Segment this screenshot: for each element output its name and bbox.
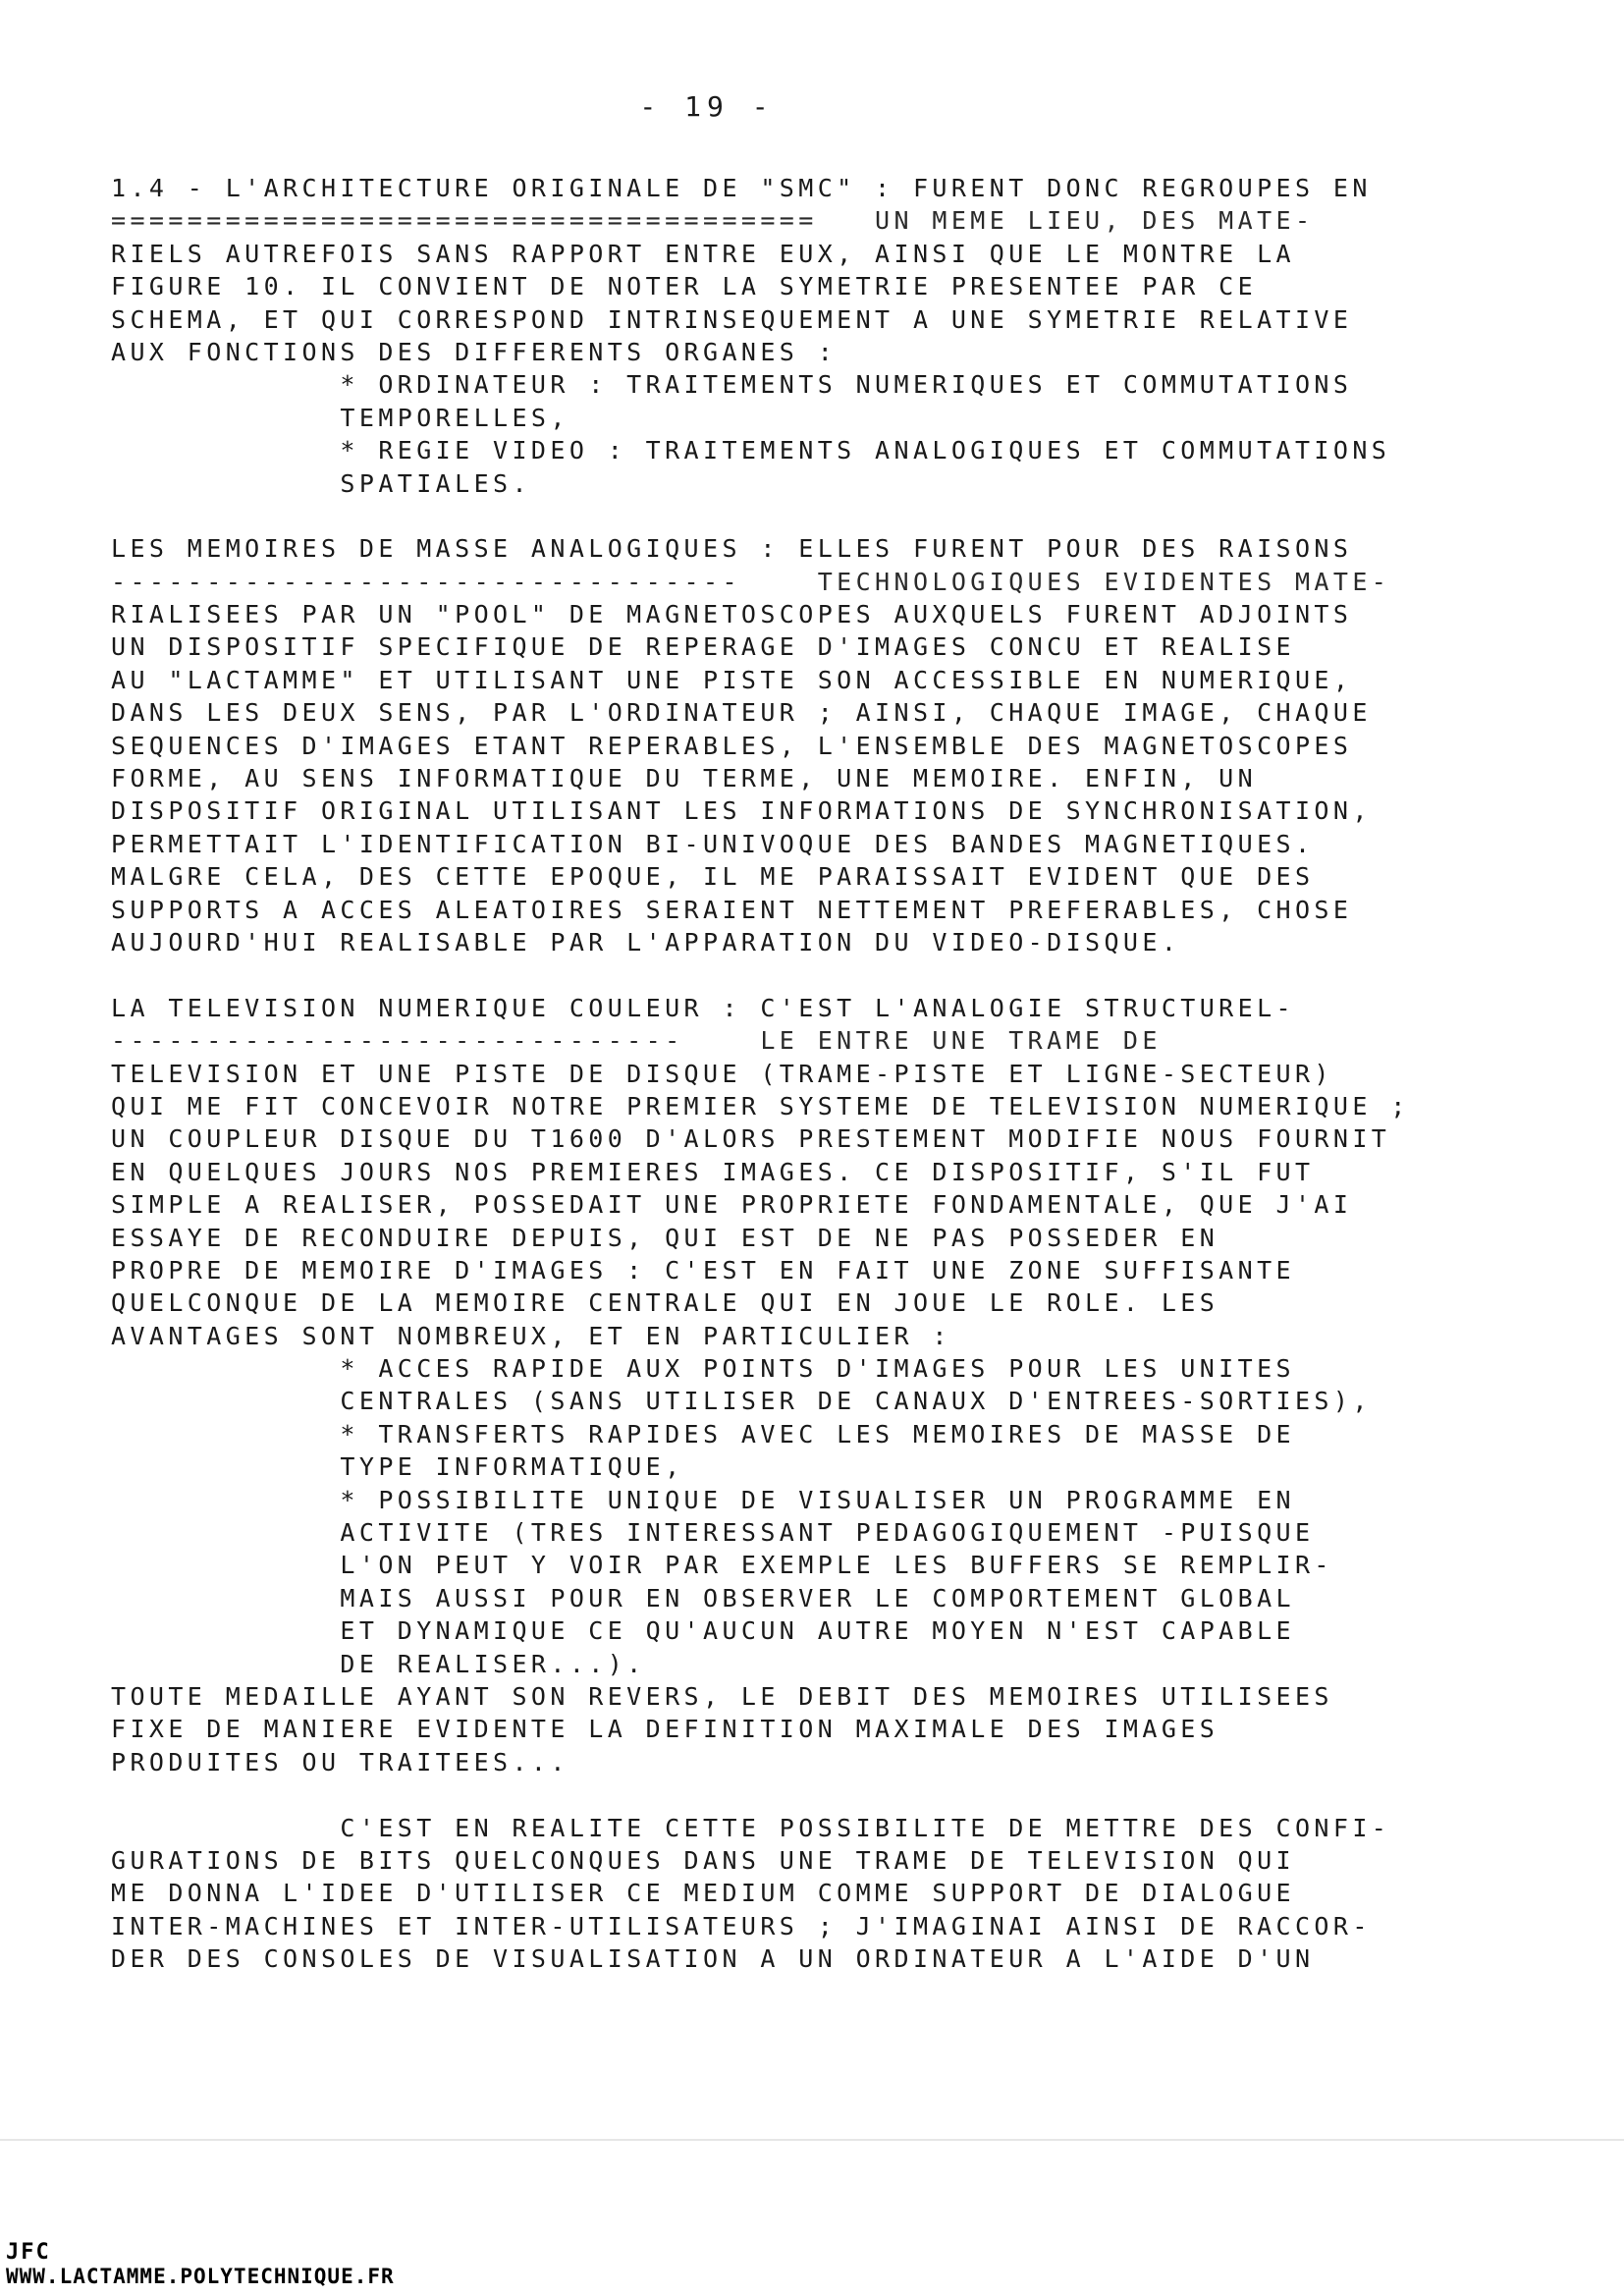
text-line: TOUTE MEDAILLE AYANT SON REVERS, LE DEBIT DES MEMOIRES UTILISEES [111,1681,1333,1711]
text-line: LES MEMOIRES DE MASSE ANALOGIQUES : ELLES FURENT POUR DES RAISONS [111,534,1353,564]
text-line: --------------------------------- TECHNOLOGIQUES EVIDENTES MATE- [111,567,1391,596]
text-line: * ACCES RAPIDE AUX POINTS D'IMAGES POUR LES UNITES [111,1354,1295,1384]
text-line: SPATIALES. [111,468,531,498]
text-line: TELEVISION ET UNE PISTE DE DISQUE (TRAME-PISTE ET LIGNE-SECTEUR) [111,1059,1333,1088]
text-line: AU "LACTAMME" ET UTILISANT UNE PISTE SON ACCESSIBLE EN NUMERIQUE, [111,665,1353,694]
text-line: TEMPORELLES, [111,403,569,432]
text-line: DANS LES DEUX SENS, PAR L'ORDINATEUR ; AINSI, CHAQUE IMAGE, CHAQUE [111,698,1372,728]
text-line: UN COUPLEUR DISQUE DU T1600 D'ALORS PRESTEMENT MODIFIE NOUS FOURNIT [111,1124,1391,1154]
text-line: 1.4 - L'ARCHITECTURE ORIGINALE DE "SMC" : FURENT DONC REGROUPES EN [111,174,1372,202]
text-line: SIMPLE A REALISER, POSSEDAIT UNE PROPRIETE FONDAMENTALE, QUE J'AI [111,1190,1353,1220]
text-line: * TRANSFERTS RAPIDES AVEC LES MEMOIRES DE MASSE DE [111,1419,1295,1449]
page-number: - 19 - [639,90,775,123]
text-line: SEQUENCES D'IMAGES ETANT REPERABLES, L'ENSEMBLE DES MAGNETOSCOPES [111,731,1353,760]
blank-line [111,958,1486,991]
text-line: GURATIONS DE BITS QUELCONQUES DANS UNE TRAME DE TELEVISION QUI [111,1845,1295,1875]
text-line: ME DONNA L'IDEE D'UTILISER CE MEDIUM COMME SUPPORT DE DIALOGUE [111,1879,1295,1908]
text-line: UN DISPOSITIF SPECIFIQUE DE REPERAGE D'IMAGES CONCU ET REALISE [111,632,1295,662]
text-line: * ORDINATEUR : TRAITEMENTS NUMERIQUES ET COMMUTATIONS [111,370,1353,400]
text-line: ------------------------------ LE ENTRE UNE TRAME DE [111,1026,1162,1056]
footer-divider [0,2139,1624,2141]
text-line: DER DES CONSOLES DE VISUALISATION A UN ORDINATEUR A L'AIDE D'UN [111,1944,1315,1974]
text-line: QUELCONQUE DE LA MEMOIRE CENTRALE QUI EN JOUE LE ROLE. LES [111,1288,1219,1318]
text-line: EN QUELQUES JOURS NOS PREMIERES IMAGES. CE DISPOSITIF, S'IL FUT [111,1157,1315,1186]
text-line: AUJOURD'HUI REALISABLE PAR L'APPARATION DU VIDEO-DISQUE. [111,927,1181,957]
footer-url[interactable]: WWW.LACTAMME.POLYTECHNIQUE.FR [6,2265,395,2288]
text-line: * POSSIBILITE UNIQUE DE VISUALISER UN PROGRAMME EN [111,1485,1295,1514]
text-line: SCHEMA, ET QUI CORRESPOND INTRINSEQUEMENT A UNE SYMETRIE RELATIVE [111,304,1353,334]
text-line: RIALISEES PAR UN "POOL" DE MAGNETOSCOPES AUXQUELS FURENT ADJOINTS [111,600,1353,629]
text-line: ACTIVITE (TRES INTERESSANT PEDAGOGIQUEMENT -PUISQUE [111,1518,1315,1548]
text-line: ===================================== UN MEME LIEU, DES MATE- [111,206,1315,236]
text-line: L'ON PEUT Y VOIR PAR EXEMPLE LES BUFFERS SE REMPLIR- [111,1551,1333,1580]
text-line: LA TELEVISION NUMERIQUE COULEUR : C'EST L'ANALOGIE STRUCTUREL- [111,993,1295,1022]
text-line: ESSAYE DE RECONDUIRE DEPUIS, QUI EST DE NE PAS POSSEDER EN [111,1223,1219,1252]
text-line: AVANTAGES SONT NOMBREUX, ET EN PARTICULIER : [111,1321,951,1350]
text-line: TYPE INFORMATIQUE, [111,1452,684,1482]
footer [6,2241,395,2288]
text-line: C'EST EN REALITE CETTE POSSIBILITE DE METTRE DES CONFI- [111,1813,1391,1842]
text-line: SUPPORTS A ACCES ALEATOIRES SERAIENT NETTEMENT PREFERABLES, CHOSE [111,895,1353,924]
text-line: PROPRE DE MEMOIRE D'IMAGES : C'EST EN FAIT UNE ZONE SUFFISANTE [111,1255,1295,1285]
text-line: INTER-MACHINES ET INTER-UTILISATEURS ; J'IMAGINAI AINSI DE RACCOR- [111,1911,1372,1941]
blank-line [111,500,1486,532]
text-line: AUX FONCTIONS DES DIFFERENTS ORGANES : [111,337,838,366]
text-line: PRODUITES OU TRAITEES... [111,1747,569,1777]
footer-logo: JFC [6,2240,51,2265]
blank-line [111,1778,1486,1811]
text-line: ET DYNAMIQUE CE QU'AUCUN AUTRE MOYEN N'EST CAPABLE [111,1616,1295,1646]
text-line: MALGRE CELA, DES CETTE EPOQUE, IL ME PARAISSAIT EVIDENT QUE DES [111,862,1315,892]
text-line: QUI ME FIT CONCEVOIR NOTRE PREMIER SYSTEME DE TELEVISION NUMERIQUE ; [111,1091,1410,1121]
text-line: CENTRALES (SANS UTILISER DE CANAUX D'ENTREES-SORTIES), [111,1387,1372,1416]
text-line: * REGIE VIDEO : TRAITEMENTS ANALOGIQUES ET COMMUTATIONS [111,436,1391,465]
text-line: MAIS AUSSI POUR EN OBSERVER LE COMPORTEMENT GLOBAL [111,1583,1295,1613]
text-line: PERMETTAIT L'IDENTIFICATION BI-UNIVOQUE DES BANDES MAGNETIQUES. [111,829,1315,858]
document-body [111,172,1486,1975]
text-line: RIELS AUTREFOIS SANS RAPPORT ENTRE EUX, AINSI QUE LE MONTRE LA [111,239,1295,268]
text-line: FIGURE 10. IL CONVIENT DE NOTER LA SYMETRIE PRESENTEE PAR CE [111,272,1258,301]
text-line: DE REALISER...). [111,1649,646,1678]
text-line: DISPOSITIF ORIGINAL UTILISANT LES INFORMATIONS DE SYNCHRONISATION, [111,796,1372,826]
text-line: FIXE DE MANIERE EVIDENTE LA DEFINITION MAXIMALE DES IMAGES [111,1715,1219,1744]
text-line: FORME, AU SENS INFORMATIQUE DU TERME, UNE MEMOIRE. ENFIN, UN [111,764,1258,793]
